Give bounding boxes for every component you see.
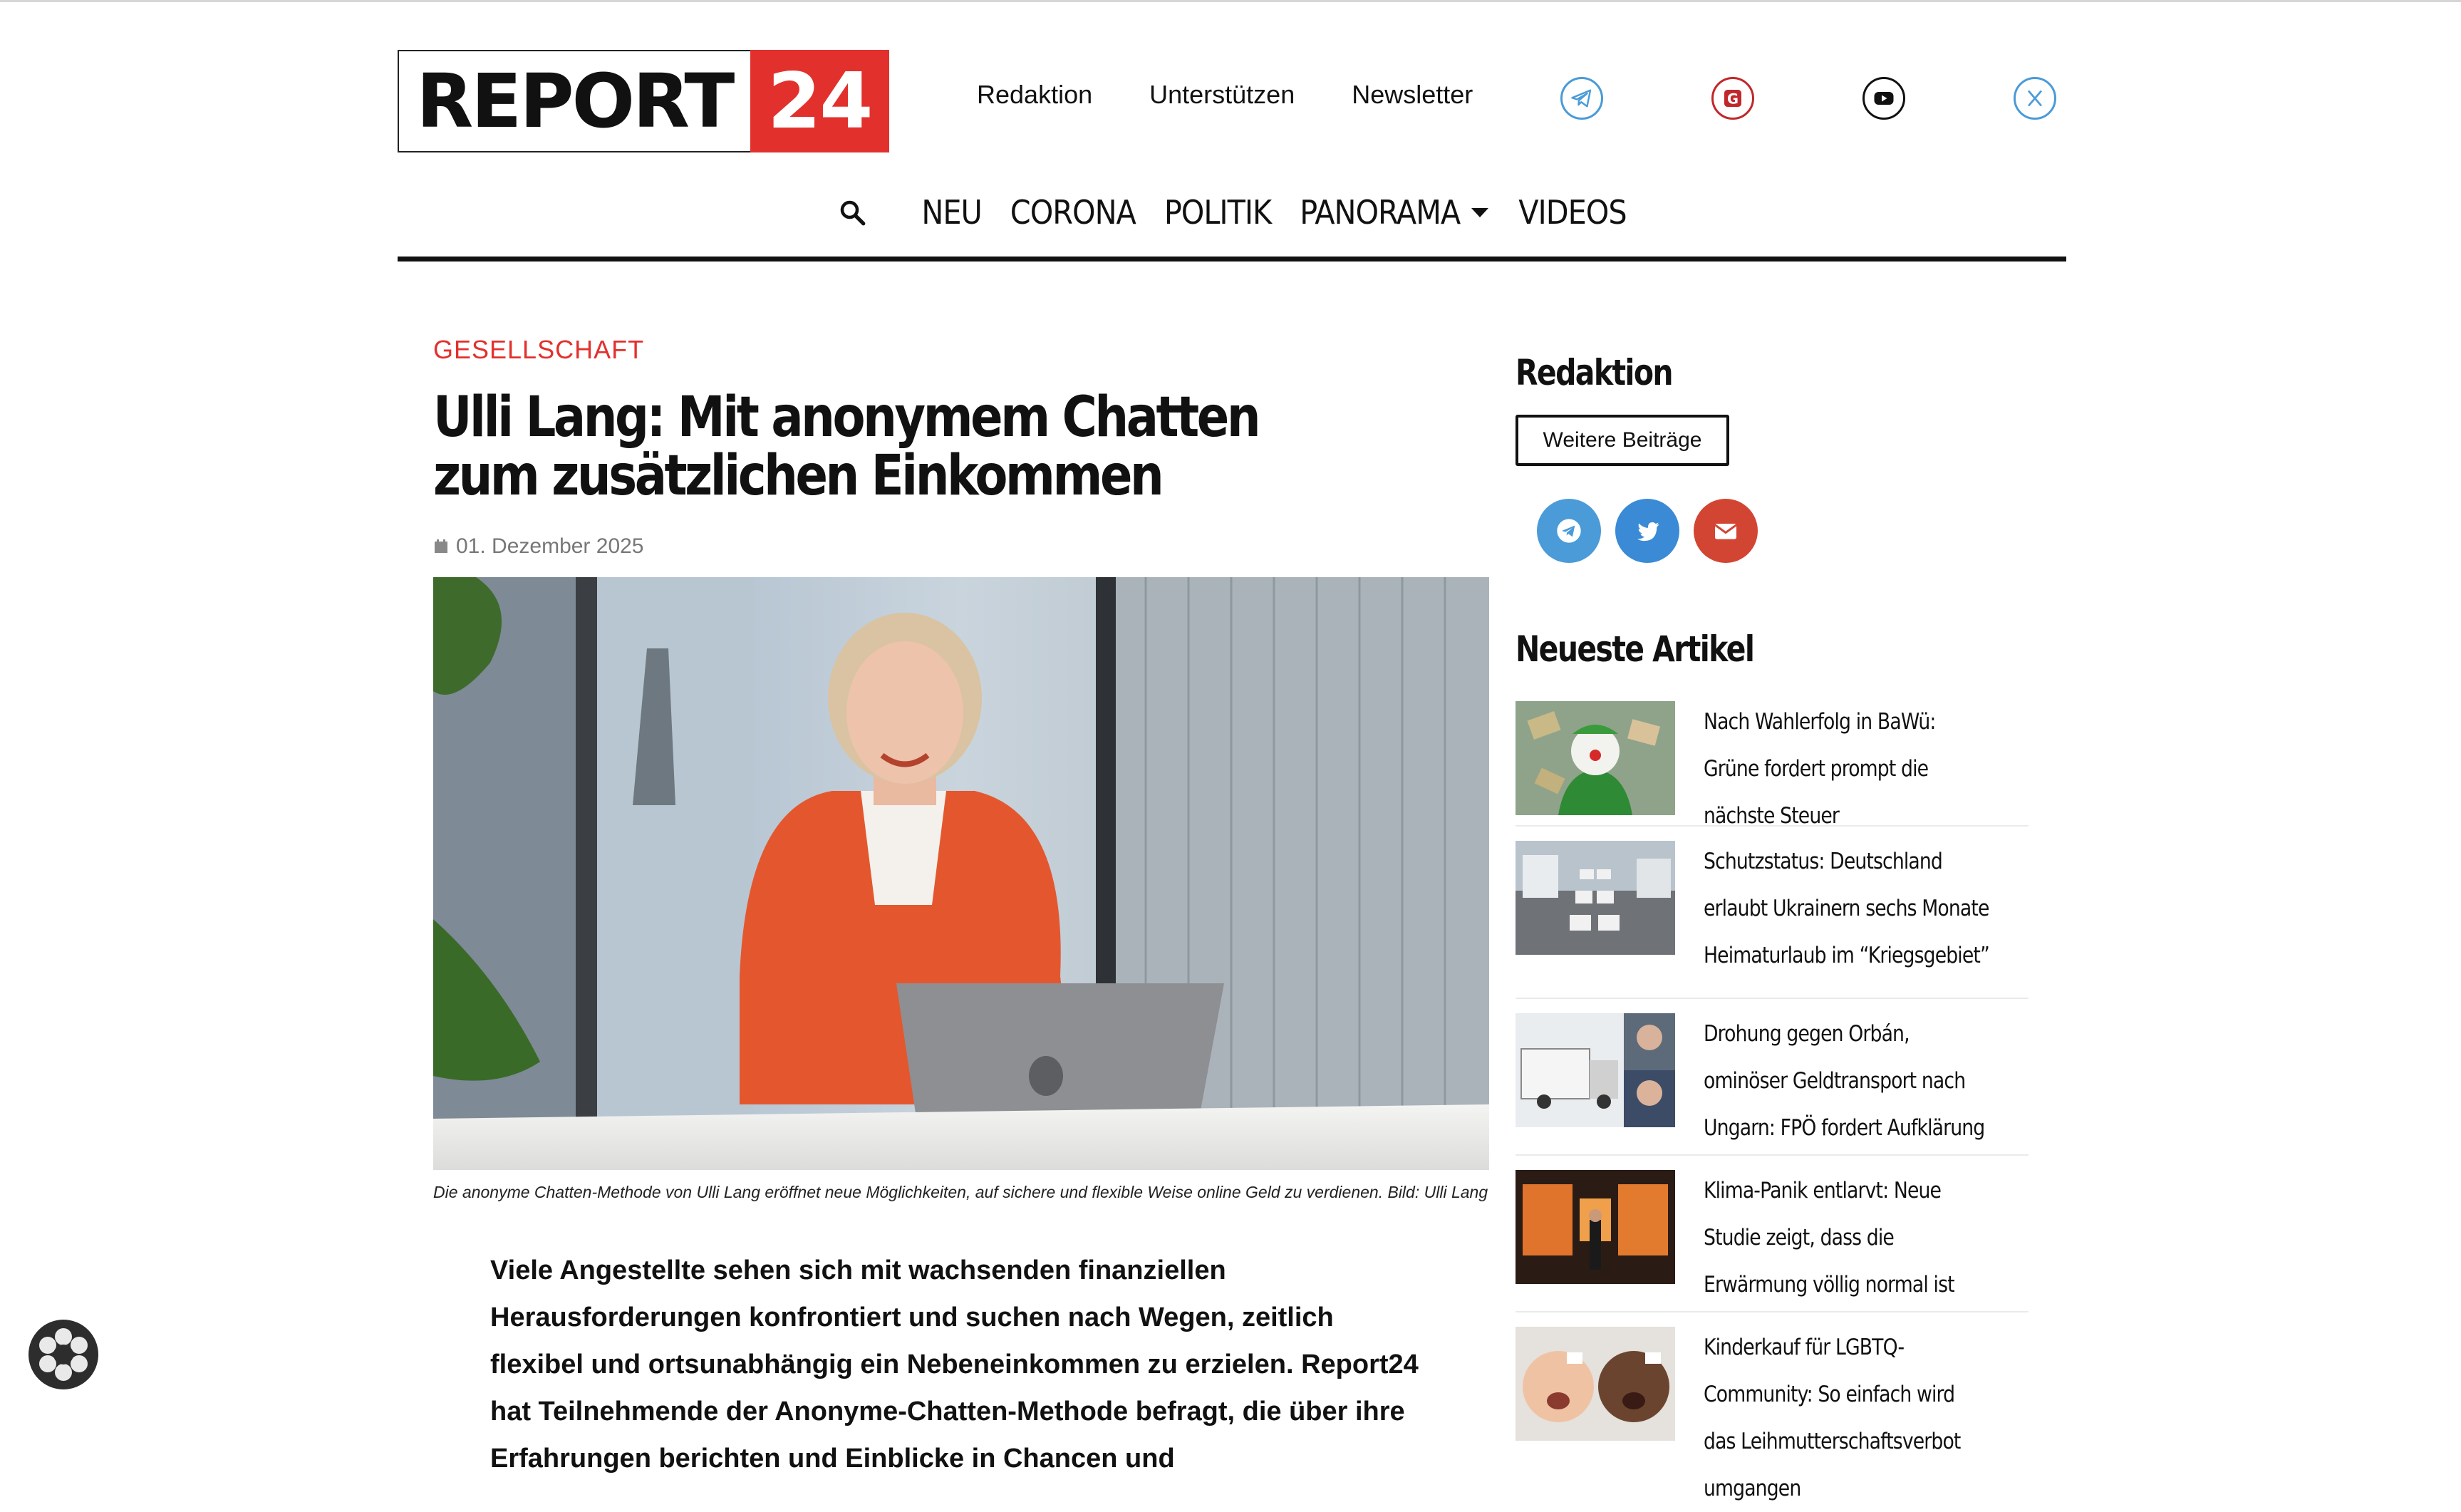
article-link-title[interactable]: Schutzstatus: Deutschland erlaubt Ukrainern sechs Monate Heimaturlaub im “Kriegsgebiet” — [1704, 849, 1989, 968]
article-link-title[interactable]: Drohung gegen Orbán, ominöser Geldtransport nach Ungarn: FPÖ fordert Aufklärung — [1704, 1021, 1985, 1141]
nav-corona[interactable]: CORONA — [1010, 193, 1136, 232]
nav-unterstuetzen[interactable]: Unterstützen — [1149, 80, 1295, 109]
article-date — [433, 534, 644, 559]
article-thumbnail[interactable] — [1516, 1013, 1675, 1127]
gettr-icon[interactable] — [1711, 77, 1754, 120]
telegram-icon[interactable] — [1560, 77, 1603, 120]
article-link-title[interactable]: Kinderkauf für LGBTQ-Community: So einfach wird das Leihmutterschaftsverbot umgangen — [1704, 1335, 1961, 1501]
svg-text:G: G — [1726, 90, 1739, 108]
site-logo[interactable] — [398, 50, 889, 152]
list-item[interactable] — [1516, 1324, 2029, 1501]
page — [398, 0, 2066, 1501]
cookie-settings-icon[interactable] — [29, 1320, 98, 1389]
article-thumbnail[interactable] — [1516, 1170, 1675, 1284]
nav-panorama[interactable] — [1300, 193, 1490, 232]
logo-text: REPORT — [416, 58, 733, 145]
share-email-icon[interactable] — [1694, 499, 1758, 563]
article-thumbnail[interactable] — [1516, 1327, 1675, 1441]
redaktion-heading: Redaktion — [1516, 352, 1672, 393]
nav-newsletter[interactable]: Newsletter — [1352, 80, 1473, 109]
nav-videos[interactable]: VIDEOS — [1518, 193, 1627, 232]
image-caption: Die anonyme Chatten-Methode von Ulli Lang eröffnet neue Möglichkeiten, auf sichere und flexible Weise online Geld zu verdienen. Bild: Ulli Lang — [433, 1183, 1488, 1201]
search-icon[interactable] — [837, 197, 867, 227]
article-category[interactable]: GESELLSCHAFT — [433, 335, 645, 364]
article-date-text: 01. Dezember 2025 — [456, 534, 644, 558]
article-link-title[interactable]: Nach Wahlerfolg in BaWü: Grüne fordert prompt die nächste Steuer — [1704, 709, 1936, 829]
article-link-title[interactable]: Klima-Panik entlarvt: Neue Studie zeigt, dass die Erwärmung völlig normal ist — [1704, 1178, 1954, 1298]
x-icon[interactable] — [2014, 77, 2056, 120]
nav-divider — [398, 257, 2066, 262]
more-posts-button[interactable]: Weitere Beiträge — [1516, 415, 1729, 466]
main-nav — [398, 191, 2066, 234]
share-twitter-icon[interactable] — [1615, 499, 1679, 563]
article-thumbnail[interactable] — [1516, 701, 1675, 815]
latest-heading: Neueste Artikel — [1516, 628, 1754, 670]
nav-panorama-label: PANORAMA — [1300, 193, 1461, 232]
youtube-icon[interactable] — [1862, 77, 1905, 120]
caret-down-icon — [1470, 206, 1490, 219]
list-item[interactable] — [1516, 1167, 2029, 1312]
list-item[interactable] — [1516, 698, 2029, 827]
nav-politik[interactable]: POLITIK — [1164, 193, 1272, 232]
calendar-icon — [433, 539, 449, 554]
hero-image — [433, 577, 1489, 1170]
nav-neu[interactable]: NEU — [921, 193, 982, 232]
article-lead: Viele Angestellte sehen sich mit wachsenden finanziellen Herausforderungen konfrontiert und suchen nach Wegen, zeitlich flexibel und ortsunabhängig ein Nebeneinkommen zu erzielen. Report24 hat Teilnehmende der Anonyme-Chatten-Methode befragt, die über ihre Erfahrungen berichten und Einblicke in Chancen und — [490, 1255, 1419, 1474]
nav-redaktion[interactable]: Redaktion — [977, 80, 1093, 109]
list-item[interactable] — [1516, 1010, 2029, 1156]
share-telegram-icon[interactable] — [1537, 499, 1601, 563]
article-title: Ulli Lang: Mit anonymem Chatten zum zusätzlichen Einkommen — [433, 385, 1259, 508]
article-thumbnail[interactable] — [1516, 841, 1675, 955]
list-item[interactable] — [1516, 838, 2029, 999]
logo-number: 24 — [767, 56, 872, 146]
top-nav — [977, 80, 1473, 110]
